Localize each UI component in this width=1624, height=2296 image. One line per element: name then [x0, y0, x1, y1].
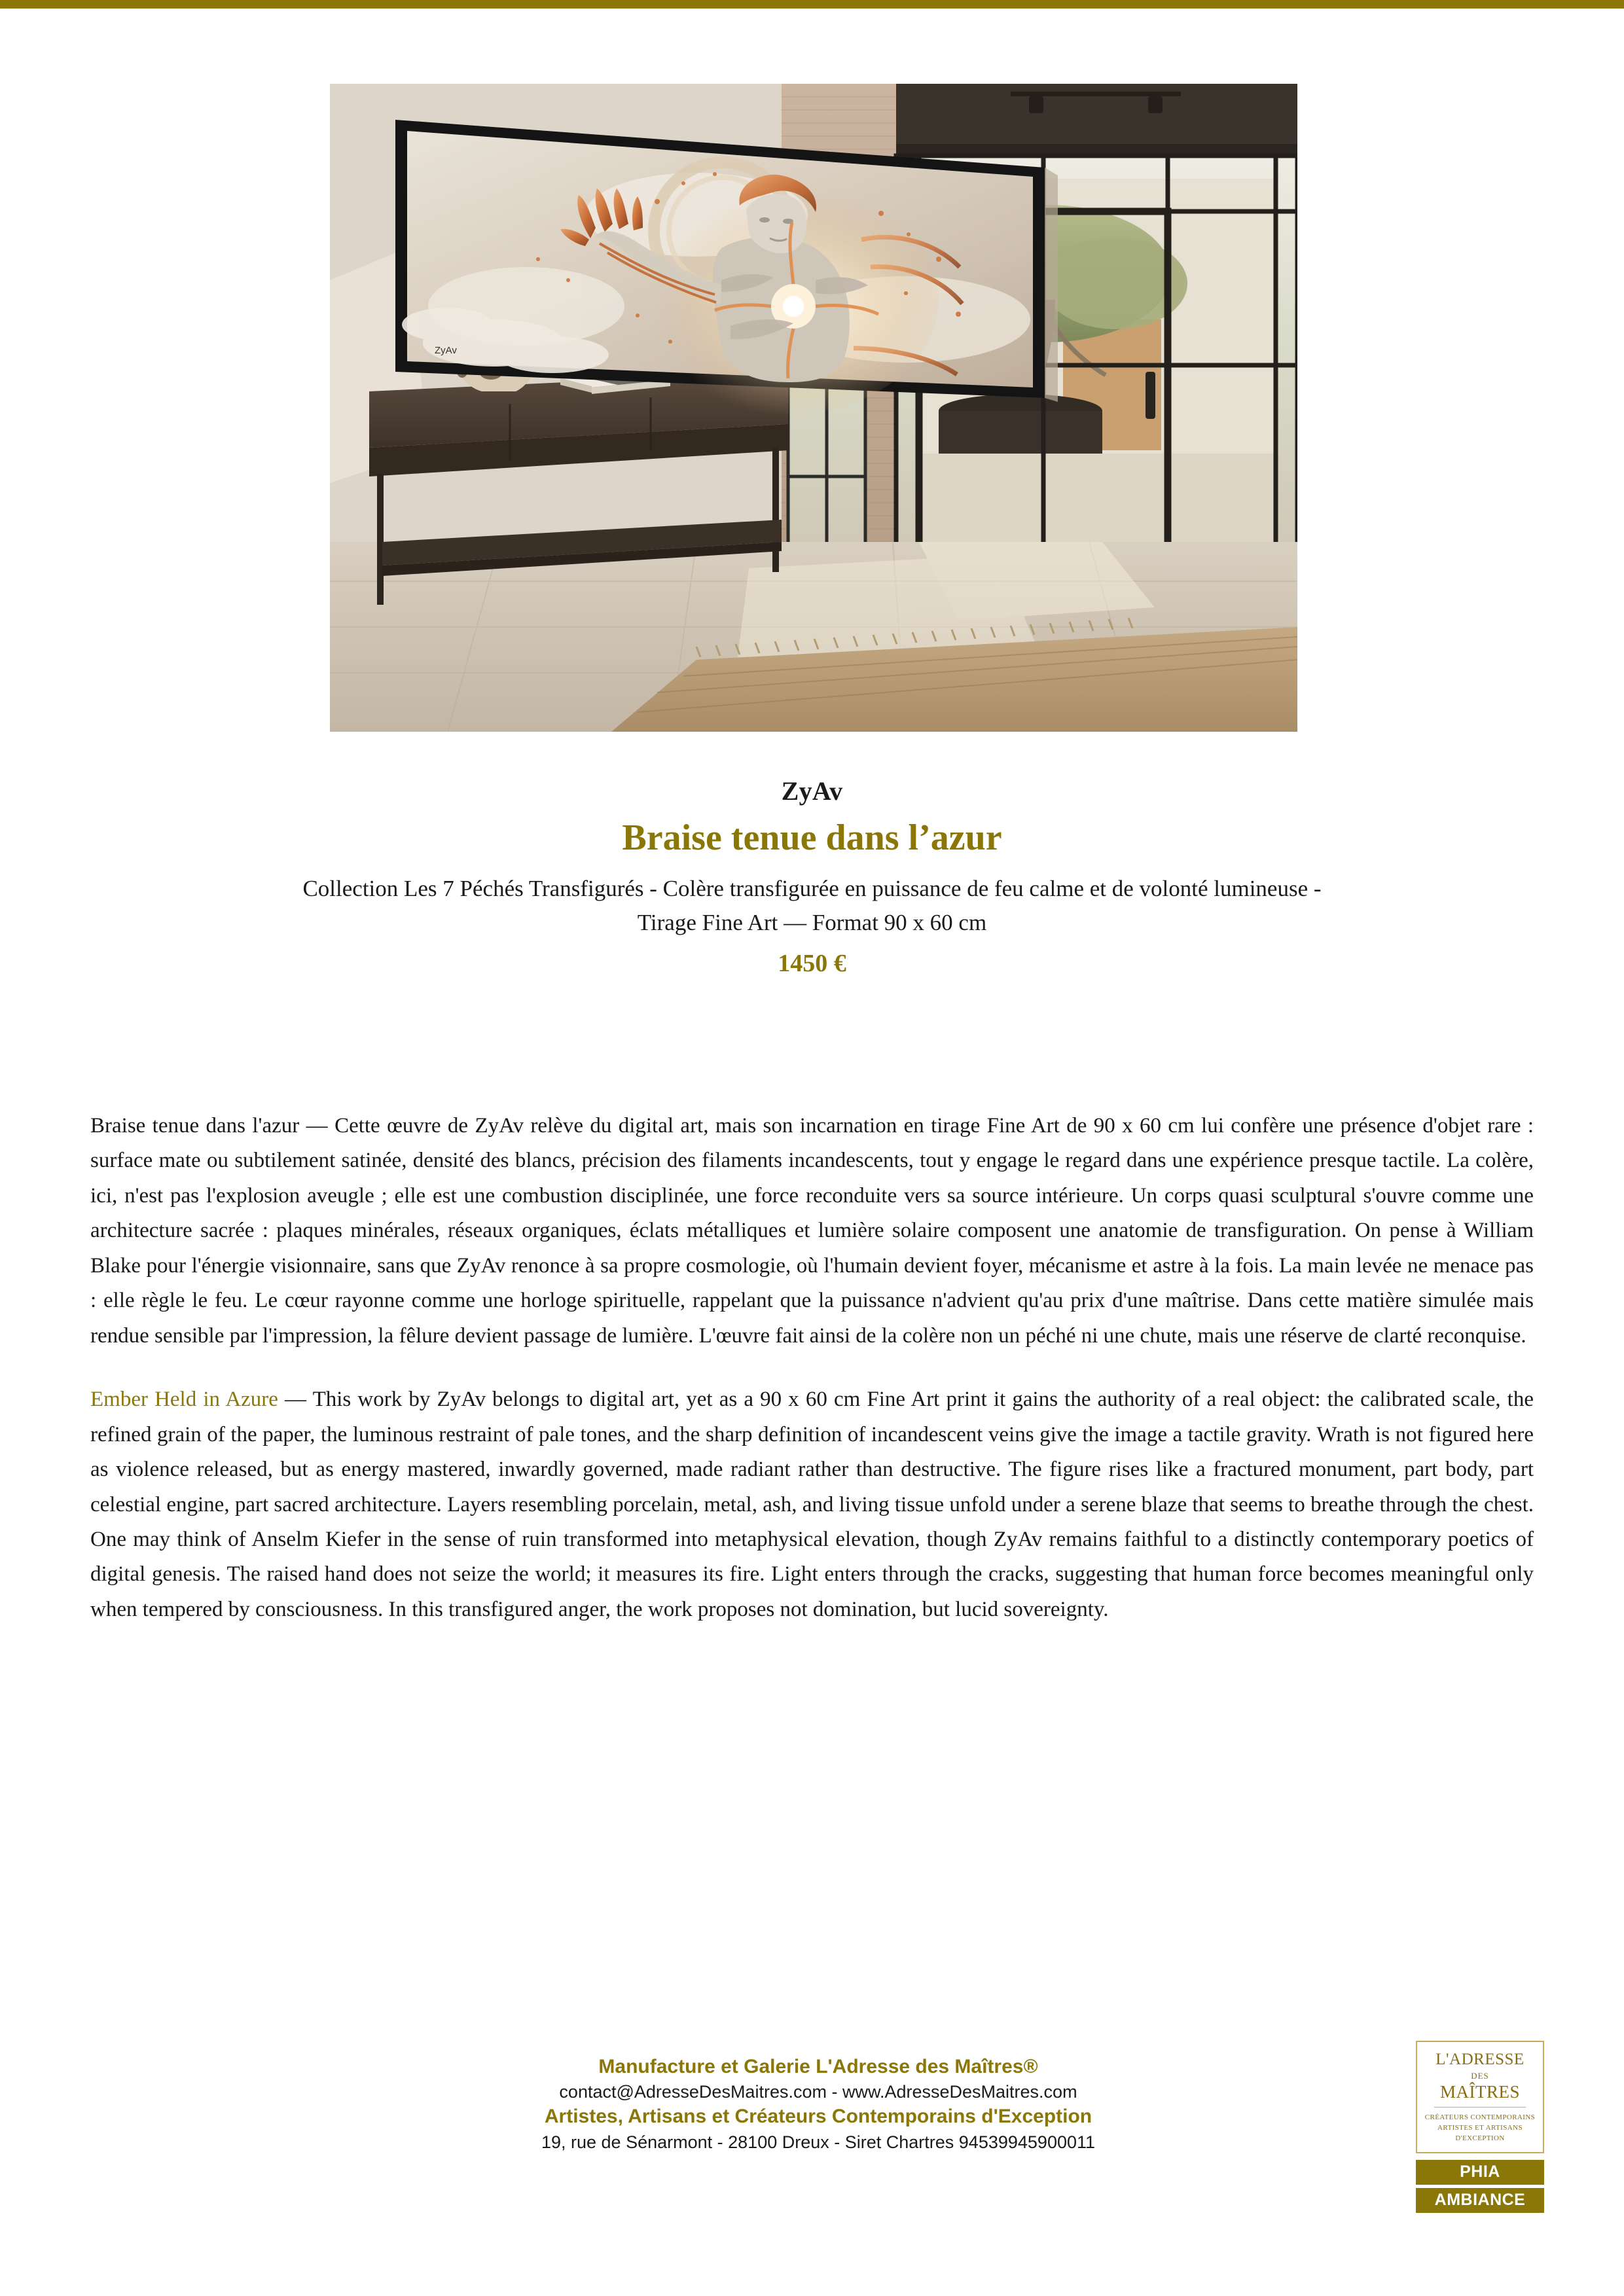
footer-contact-block: [275, 2054, 1362, 2154]
room-scene-illustration: [330, 84, 1297, 732]
logo-line-des: DES: [1471, 2070, 1489, 2081]
badge-ambiance: AMBIANCE: [1416, 2188, 1544, 2213]
framed-artwork: [395, 120, 1045, 414]
footer-legal-line: 19, rue de Sénarmont - 28100 Dreux - Siret Chartres 94539945900011: [541, 2132, 1096, 2152]
description-en-text: This work by ZyAv belongs to digital art, yet as a 90 x 60 cm Fine Art print it gains the authority of a real object: the calibrated scale, the refined grain of the paper, the luminous restraint of pale tones, and the sharp definition of incandescent veins give the image a tactile gravity. Wrath is not figured here as violence released, but as energy mastered, inwardly governed, made radiant rather than destructive. The figure rises like a fractured monument, part body, part celestial engine, part sacred architecture. Layers resembling porcelain, metal, ash, and living tissue unfold under a serene blaze that seems to breathe through the chest. One may think of Anselm Kiefer in the sense of ruin transformed into metaphysical elevation, though ZyAv remains faithful to a distinctly contemporary poetics of digital genesis. The raised hand does not seize the world; it measures its fire. Light enters through the cracks, suggesting that human force becomes meaningful only when tempered by consciousness. In this transfigured anger, the work proposes not domination, but lucid sovereignty.: [90, 1388, 1534, 1621]
artist-name: ZyAv: [781, 776, 843, 806]
footer-contact-line[interactable]: contact@AdresseDesMaitres.com - www.AdresseDesMaitres.com: [559, 2082, 1077, 2102]
artwork-room-photo: [330, 84, 1297, 732]
description-en-dash: —: [278, 1388, 313, 1412]
logo-subline-1: CRÉATEURS CONTEMPORAINS: [1424, 2113, 1536, 2122]
description-column: [90, 1109, 1534, 1627]
subtitle-line-2: Tirage Fine Art — Format 90 x 60 cm: [637, 910, 987, 936]
price: 1450 €: [778, 949, 846, 977]
artwork-title-block: [98, 776, 1526, 979]
page-title: Braise tenue dans l’azur: [622, 817, 1002, 858]
description-fr: [90, 1109, 1534, 1354]
top-gold-rule: [0, 0, 1624, 9]
description-fr-lead: Braise tenue dans l'azur: [90, 1114, 300, 1138]
logo-subline-2: ARTISTES ET ARTISANS: [1437, 2124, 1523, 2132]
description-fr-text: Cette œuvre de ZyAv relève du digital art, mais son incarnation en tirage Fine Art de 90 x 60 cm lui confère une présence d'objet rare : surface mate ou subtilement satinée, densité des blancs, précision des filaments incandescents, tout y engage le regard dans une expérience presque tactile. La colère, ici, n'est pas l'explosion aveugle ; elle est une combustion disciplinée, une force reconduite vers sa source intérieure. Un corps quasi sculptural s'ouvre comme une architecture sacrée : plaques minérales, réseaux organiques, éclats métalliques et lumière solaire composent une anatomie de transfiguration. On pense à William Blake pour l'énergie visionnaire, sans que ZyAv renonce à sa propre cosmologie, où l'humain devient foyer, mécanisme et astre à la fois. La main levée ne menace pas : elle règle le feu. Le cœur rayonne comme une horloge spirituelle, rappelant que la puissance n'advient qu'au prix d'une maîtrise. Dans cette matière simulée mais rendue sensible par l'impression, la fêlure devient passage de lumière. L'œuvre fait ainsi de la colère non un péché ni une chute, mais une réserve de clarté reconquise.: [90, 1114, 1534, 1348]
logo-line-adresse: L'ADRESSE: [1435, 2051, 1525, 2068]
description-en-lead: Ember Held in Azure: [90, 1388, 278, 1412]
footer-company-name: Manufacture et Galerie L'Adresse des Maîtres®: [598, 2056, 1038, 2077]
logo-divider: [1434, 2107, 1526, 2108]
logo-subline-3: D'EXCEPTION: [1455, 2134, 1505, 2143]
description-en: [90, 1382, 1534, 1627]
footer-tagline: Artistes, Artisans et Créateurs Contemporains d'Exception: [544, 2106, 1092, 2128]
badge-phia: PHIA: [1416, 2160, 1544, 2185]
description-fr-dash: —: [299, 1114, 335, 1138]
artwork-signature: ZyAv: [435, 345, 457, 356]
logo-line-maitres: MAÎTRES: [1439, 2081, 1520, 2102]
footer: [0, 2054, 1624, 2211]
artwork-subtitle: [98, 872, 1526, 940]
brand-logo-block: [1416, 2041, 1544, 2213]
logo-card: [1416, 2041, 1544, 2153]
subtitle-line-1: Collection Les 7 Péchés Transfigurés - Colère transfigurée en puissance de feu calme et de volonté lumineuse -: [302, 876, 1322, 902]
